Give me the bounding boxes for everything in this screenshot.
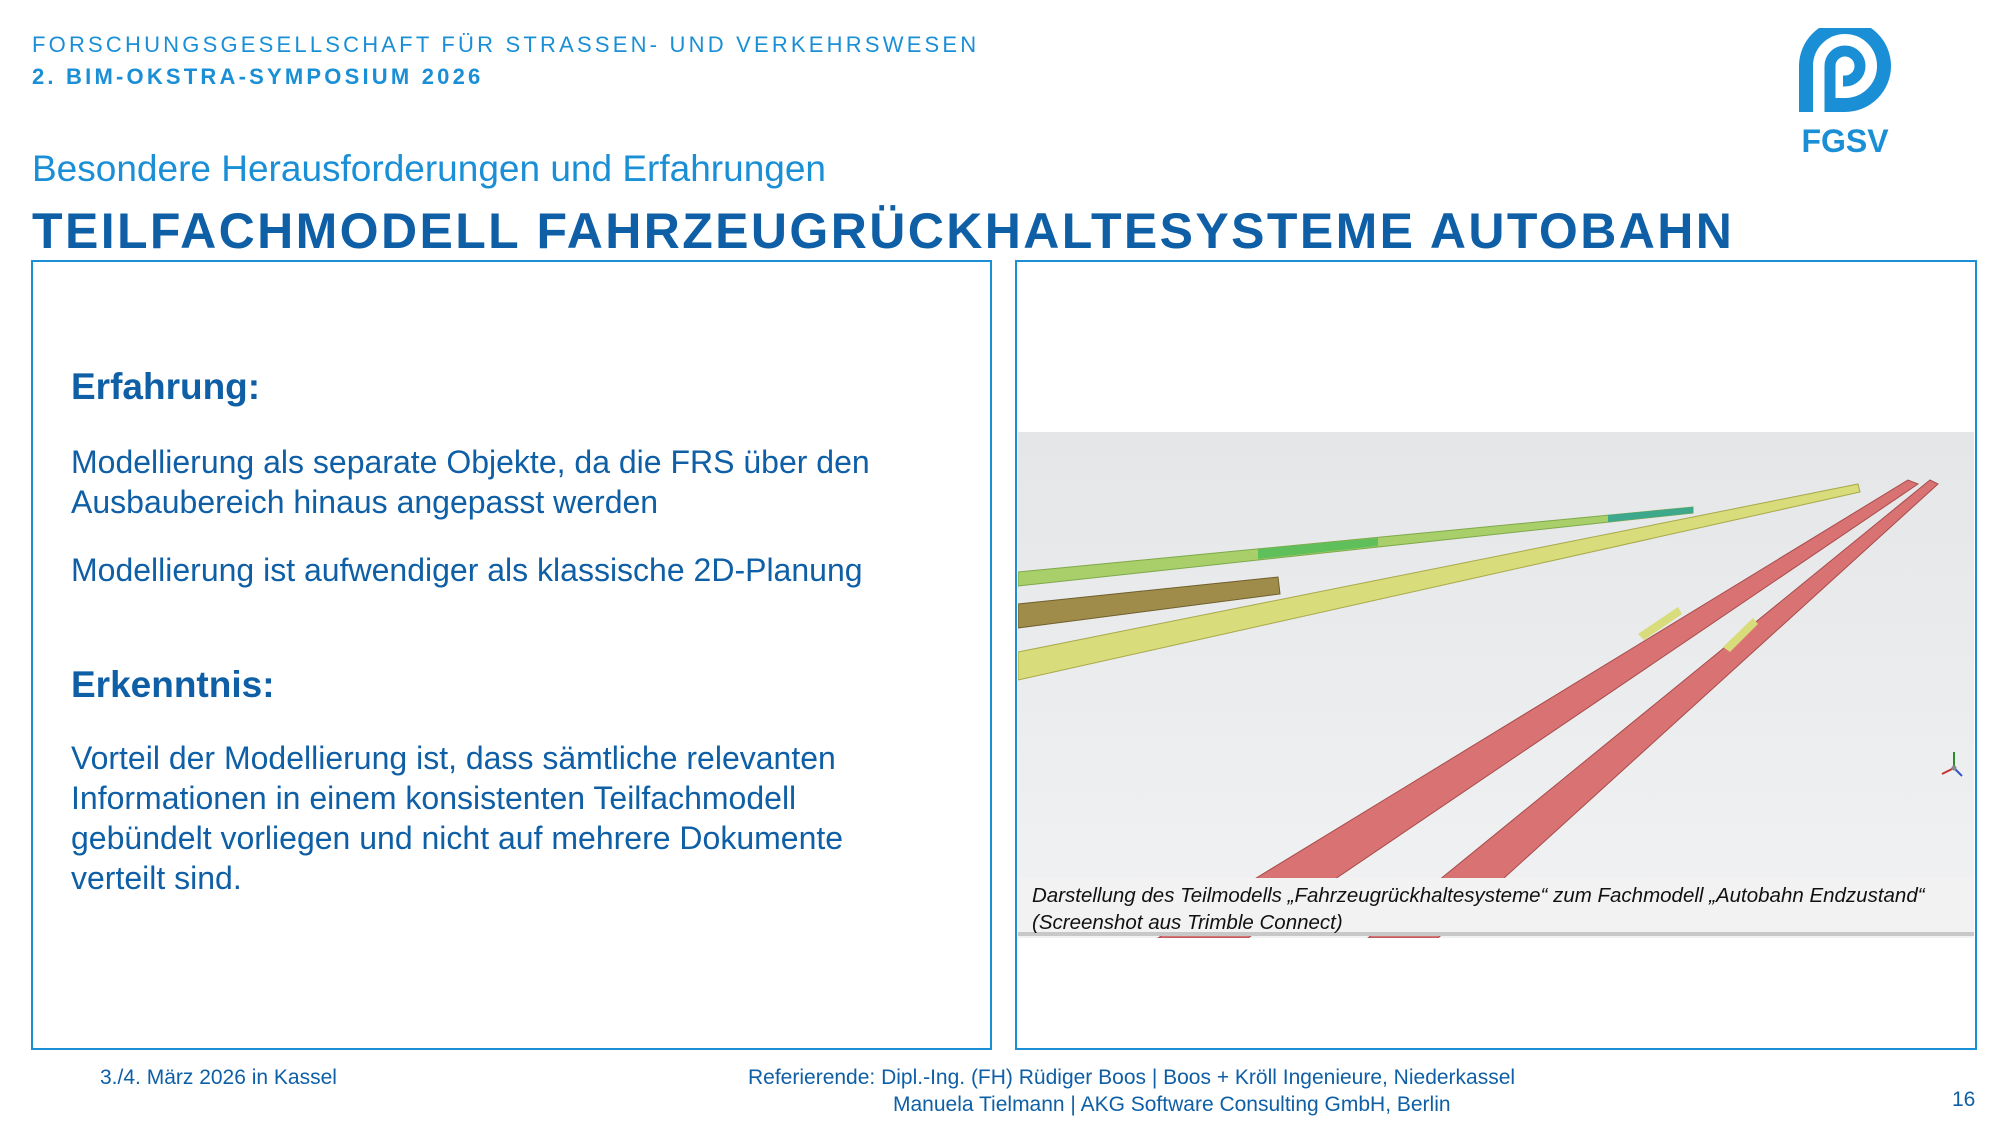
footer-speakers-line2: Manuela Tielmann | AKG Software Consulting GmbH, Berlin — [893, 1093, 1451, 1116]
model-screenshot — [1018, 432, 1974, 938]
logo-text: FGSV — [1801, 123, 1889, 159]
heading-erfahrung: Erfahrung: — [71, 366, 261, 407]
heading-erkenntnis: Erkenntnis: — [71, 664, 275, 705]
paragraph-erkenntnis: Vorteil der Modellierung ist, dass sämtliche relevanten Informationen in einem konsistenten Teilfachmodell gebündelt vorliegen und nicht auf mehrere Dokumente verteilt sind. — [71, 740, 844, 896]
footer-date-place: 3./4. März 2026 in Kassel — [100, 1066, 337, 1089]
footer-speakers-line1: Referierende: Dipl.-Ing. (FH) Rüdiger Boos | Boos + Kröll Ingenieure, Niederkassel — [748, 1066, 1516, 1089]
slide-subtitle: Besondere Herausforderungen und Erfahrungen — [32, 148, 827, 189]
screenshot-caption: Darstellung des Teilmodells „Fahrzeugrückhaltesysteme“ zum Fachmodell „Autobahn Endzustand“ (Screenshot aus Trimble Connect) — [1018, 878, 1974, 936]
fgsv-logo — [1797, 28, 1893, 160]
header-event: 2. BIM-OKSTRA-SYMPOSIUM 2026 — [32, 64, 484, 89]
paragraph-erfahrung-1: Modellierung als separate Objekte, da die FRS über den Ausbaubereich hinaus angepasst werden — [71, 444, 870, 520]
header-organization: FORSCHUNGSGESELLSCHAFT FÜR STRASSEN- UND VERKEHRSWESEN — [32, 32, 980, 57]
slide-title: TEILFACHMODELL FAHRZEUGRÜCKHALTESYSTEME AUTOBAHN — [32, 203, 1735, 259]
paragraph-erfahrung-2: Modellierung ist aufwendiger als klassische 2D-Planung — [71, 552, 863, 588]
page-number: 16 — [1952, 1088, 1976, 1111]
